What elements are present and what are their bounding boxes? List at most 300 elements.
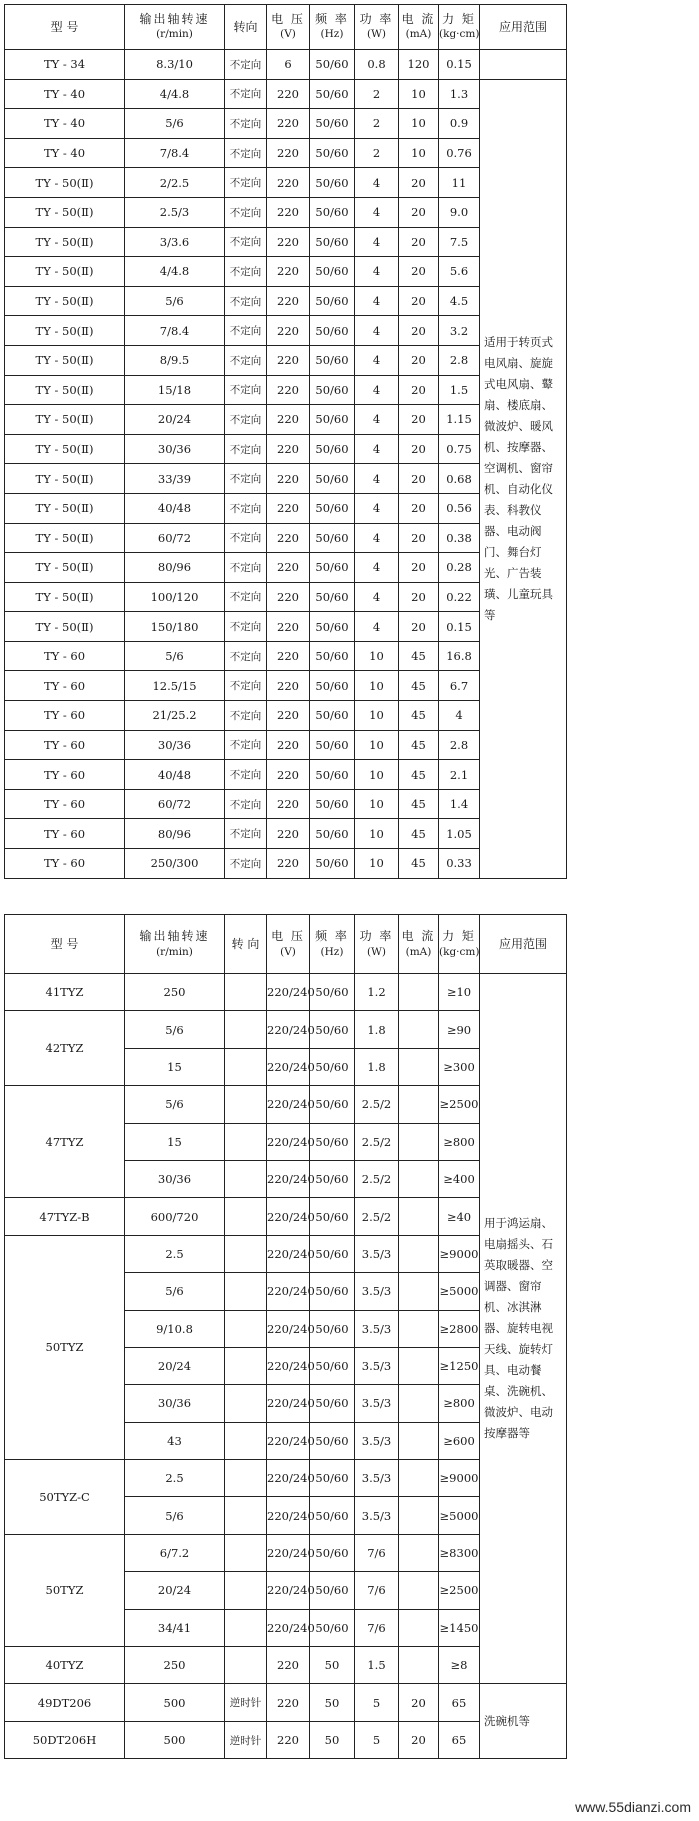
frequency-cell: 50 (310, 1721, 355, 1758)
direction-cell: 不定向 (225, 257, 267, 287)
voltage-cell: 220/240 (267, 1534, 310, 1571)
frequency-cell: 50/60 (310, 671, 355, 701)
frequency-cell: 50/60 (310, 582, 355, 612)
direction-cell (225, 1572, 267, 1609)
power-cell: 1.2 (355, 974, 399, 1011)
frequency-cell: 50 (310, 1647, 355, 1684)
speed-cell: 500 (125, 1721, 225, 1758)
voltage-cell: 220 (267, 464, 310, 494)
voltage-cell: 220 (267, 641, 310, 671)
torque-cell: 0.28 (439, 553, 480, 583)
motor-spec-table-ty (4, 4, 567, 879)
model-cell: TY - 60 (5, 671, 125, 701)
current-cell (399, 1198, 439, 1235)
speed-cell: 5/6 (125, 286, 225, 316)
model-cell: 42TYZ (5, 1011, 125, 1086)
speed-cell: 2/2.5 (125, 168, 225, 198)
model-cell: TY - 60 (5, 819, 125, 849)
frequency-cell: 50/60 (310, 493, 355, 523)
voltage-cell: 220/240 (267, 974, 310, 1011)
direction-cell: 不定向 (225, 168, 267, 198)
direction-cell: 不定向 (225, 375, 267, 405)
frequency-cell: 50/60 (310, 849, 355, 879)
frequency-cell: 50/60 (310, 50, 355, 80)
power-cell: 1.8 (355, 1048, 399, 1085)
torque-cell: 11 (439, 168, 480, 198)
power-cell: 1.8 (355, 1011, 399, 1048)
frequency-cell: 50/60 (310, 434, 355, 464)
current-cell: 20 (399, 582, 439, 612)
current-cell: 45 (399, 819, 439, 849)
header-row (5, 5, 567, 50)
voltage-cell: 220/240 (267, 1422, 310, 1459)
voltage-cell: 220/240 (267, 1609, 310, 1646)
speed-cell: 8/9.5 (125, 345, 225, 375)
torque-cell: ≥2500 (439, 1572, 480, 1609)
direction-cell (225, 1647, 267, 1684)
speed-cell: 20/24 (125, 1347, 225, 1384)
direction-cell (225, 1609, 267, 1646)
current-cell: 20 (399, 316, 439, 346)
current-cell (399, 1310, 439, 1347)
model-cell: TY - 40 (5, 109, 125, 139)
current-cell (399, 1123, 439, 1160)
power-cell: 3.5/3 (355, 1497, 399, 1534)
direction-cell (225, 1422, 267, 1459)
speed-cell: 15 (125, 1123, 225, 1160)
frequency-cell: 50/60 (310, 464, 355, 494)
current-cell (399, 1534, 439, 1571)
frequency-cell: 50/60 (310, 789, 355, 819)
torque-cell: ≥400 (439, 1160, 480, 1197)
current-cell (399, 1647, 439, 1684)
speed-cell: 12.5/15 (125, 671, 225, 701)
power-cell: 4 (355, 286, 399, 316)
power-cell: 4 (355, 375, 399, 405)
header-power: 功 率 (W) (355, 5, 399, 50)
torque-cell: 9.0 (439, 197, 480, 227)
torque-cell: 0.76 (439, 138, 480, 168)
power-cell: 2.5/2 (355, 1086, 399, 1123)
current-cell: 45 (399, 849, 439, 879)
power-cell: 4 (355, 227, 399, 257)
power-cell: 3.5/3 (355, 1422, 399, 1459)
torque-cell: 1.5 (439, 375, 480, 405)
direction-cell: 不定向 (225, 405, 267, 435)
direction-cell: 不定向 (225, 553, 267, 583)
torque-cell: ≥800 (439, 1385, 480, 1422)
frequency-cell: 50/60 (310, 523, 355, 553)
voltage-cell: 220 (267, 197, 310, 227)
current-cell (399, 1160, 439, 1197)
torque-cell: ≥8300 (439, 1534, 480, 1571)
direction-cell: 不定向 (225, 819, 267, 849)
voltage-cell: 220 (267, 1721, 310, 1758)
direction-cell: 不定向 (225, 493, 267, 523)
speed-cell: 21/25.2 (125, 701, 225, 731)
motor-spec-table-tyz (4, 914, 567, 1759)
torque-cell: 7.5 (439, 227, 480, 257)
power-cell: 5 (355, 1721, 399, 1758)
voltage-cell: 220/240 (267, 1310, 310, 1347)
direction-cell: 不定向 (225, 641, 267, 671)
torque-cell: ≥800 (439, 1123, 480, 1160)
power-cell: 4 (355, 316, 399, 346)
power-cell: 4 (355, 345, 399, 375)
torque-cell: ≥300 (439, 1048, 480, 1085)
power-cell: 4 (355, 197, 399, 227)
speed-cell: 5/6 (125, 109, 225, 139)
current-cell (399, 1273, 439, 1310)
model-cell: TY - 60 (5, 730, 125, 760)
header-power: 功 率 (W) (355, 915, 399, 974)
voltage-cell: 220/240 (267, 1198, 310, 1235)
current-cell: 20 (399, 434, 439, 464)
power-cell: 4 (355, 553, 399, 583)
model-cell: TY - 50(Ⅱ) (5, 434, 125, 464)
frequency-cell: 50/60 (310, 1123, 355, 1160)
current-cell: 45 (399, 789, 439, 819)
torque-cell: ≥40 (439, 1198, 480, 1235)
frequency-cell: 50/60 (310, 1011, 355, 1048)
power-cell: 2 (355, 138, 399, 168)
current-cell (399, 1422, 439, 1459)
current-cell: 45 (399, 701, 439, 731)
frequency-cell: 50/60 (310, 1048, 355, 1085)
current-cell (399, 1048, 439, 1085)
application-cell (480, 50, 567, 80)
model-cell: 41TYZ (5, 974, 125, 1011)
model-cell: TY - 50(Ⅱ) (5, 553, 125, 583)
voltage-cell: 220 (267, 523, 310, 553)
model-cell: TY - 40 (5, 79, 125, 109)
speed-cell: 5/6 (125, 1497, 225, 1534)
voltage-cell: 220/240 (267, 1460, 310, 1497)
power-cell: 4 (355, 168, 399, 198)
power-cell: 7/6 (355, 1534, 399, 1571)
frequency-cell: 50/60 (310, 1160, 355, 1197)
voltage-cell: 220 (267, 553, 310, 583)
speed-cell: 80/96 (125, 553, 225, 583)
model-cell: TY - 50(Ⅱ) (5, 316, 125, 346)
voltage-cell: 220 (267, 582, 310, 612)
speed-cell: 2.5 (125, 1235, 225, 1272)
header-frequency: 频 率 (Hz) (310, 5, 355, 50)
direction-cell (225, 1123, 267, 1160)
voltage-cell: 220/240 (267, 1086, 310, 1123)
current-cell: 20 (399, 464, 439, 494)
power-cell: 2 (355, 109, 399, 139)
power-cell: 10 (355, 641, 399, 671)
voltage-cell: 220 (267, 612, 310, 642)
current-cell: 20 (399, 1684, 439, 1721)
frequency-cell: 50/60 (310, 1273, 355, 1310)
header-application: 应用范围 (480, 915, 567, 974)
model-cell: 50DT206H (5, 1721, 125, 1758)
header-model: 型 号 (5, 915, 125, 974)
power-cell: 4 (355, 434, 399, 464)
direction-cell (225, 1273, 267, 1310)
speed-cell: 30/36 (125, 1385, 225, 1422)
direction-cell: 不定向 (225, 434, 267, 464)
frequency-cell: 50/60 (310, 612, 355, 642)
torque-cell: 4 (439, 701, 480, 731)
model-cell: TY - 50(Ⅱ) (5, 375, 125, 405)
header-voltage: 电 压 (V) (267, 5, 310, 50)
direction-cell (225, 1460, 267, 1497)
model-cell: 50TYZ-C (5, 1460, 125, 1535)
power-cell: 4 (355, 464, 399, 494)
torque-cell: 0.56 (439, 493, 480, 523)
torque-cell: ≥5000 (439, 1497, 480, 1534)
voltage-cell: 220 (267, 79, 310, 109)
voltage-cell: 220 (267, 286, 310, 316)
speed-cell: 100/120 (125, 582, 225, 612)
current-cell: 45 (399, 730, 439, 760)
speed-cell: 30/36 (125, 434, 225, 464)
frequency-cell: 50/60 (310, 1422, 355, 1459)
torque-cell: 0.75 (439, 434, 480, 464)
power-cell: 2.5/2 (355, 1198, 399, 1235)
voltage-cell: 220 (267, 227, 310, 257)
current-cell (399, 1235, 439, 1272)
frequency-cell: 50/60 (310, 345, 355, 375)
current-cell: 20 (399, 612, 439, 642)
header-row (5, 915, 567, 974)
current-cell: 120 (399, 50, 439, 80)
application-cell: 洗碗机等 (480, 1684, 567, 1759)
model-cell: 40TYZ (5, 1647, 125, 1684)
power-cell: 10 (355, 701, 399, 731)
current-cell (399, 974, 439, 1011)
speed-cell: 40/48 (125, 493, 225, 523)
power-cell: 10 (355, 819, 399, 849)
direction-cell (225, 974, 267, 1011)
direction-cell: 不定向 (225, 701, 267, 731)
direction-cell: 逆时针 (225, 1684, 267, 1721)
model-cell: TY - 50(Ⅱ) (5, 345, 125, 375)
speed-cell: 5/6 (125, 1086, 225, 1123)
model-cell: TY - 50(Ⅱ) (5, 493, 125, 523)
torque-cell: 3.2 (439, 316, 480, 346)
power-cell: 0.8 (355, 50, 399, 80)
speed-cell: 6/7.2 (125, 1534, 225, 1571)
direction-cell: 不定向 (225, 464, 267, 494)
frequency-cell: 50/60 (310, 1198, 355, 1235)
torque-cell: 1.05 (439, 819, 480, 849)
frequency-cell: 50/60 (310, 79, 355, 109)
current-cell: 20 (399, 257, 439, 287)
voltage-cell: 220 (267, 168, 310, 198)
torque-cell: ≥2500 (439, 1086, 480, 1123)
model-cell: TY - 50(Ⅱ) (5, 582, 125, 612)
frequency-cell: 50/60 (310, 286, 355, 316)
voltage-cell: 220 (267, 1684, 310, 1721)
power-cell: 3.5/3 (355, 1347, 399, 1384)
frequency-cell: 50/60 (310, 316, 355, 346)
frequency-cell: 50/60 (310, 168, 355, 198)
voltage-cell: 220 (267, 730, 310, 760)
direction-cell (225, 1160, 267, 1197)
model-cell: TY - 50(Ⅱ) (5, 523, 125, 553)
direction-cell: 不定向 (225, 138, 267, 168)
voltage-cell: 220 (267, 760, 310, 790)
table-row (5, 50, 567, 80)
header-direction: 转 向 (225, 915, 267, 974)
current-cell: 45 (399, 760, 439, 790)
voltage-cell: 220/240 (267, 1235, 310, 1272)
frequency-cell: 50/60 (310, 730, 355, 760)
speed-cell: 60/72 (125, 789, 225, 819)
frequency-cell: 50/60 (310, 974, 355, 1011)
voltage-cell: 220 (267, 316, 310, 346)
torque-cell: ≥1250 (439, 1347, 480, 1384)
torque-cell: 1.3 (439, 79, 480, 109)
power-cell: 4 (355, 493, 399, 523)
power-cell: 1.5 (355, 1647, 399, 1684)
frequency-cell: 50/60 (310, 138, 355, 168)
voltage-cell: 220 (267, 138, 310, 168)
model-cell: TY - 50(Ⅱ) (5, 405, 125, 435)
voltage-cell: 220/240 (267, 1123, 310, 1160)
power-cell: 4 (355, 582, 399, 612)
torque-cell: ≥1450 (439, 1609, 480, 1646)
frequency-cell: 50/60 (310, 1497, 355, 1534)
model-cell: TY - 50(Ⅱ) (5, 464, 125, 494)
direction-cell (225, 1198, 267, 1235)
voltage-cell: 6 (267, 50, 310, 80)
header-speed: 输出轴转速 (r/min) (125, 5, 225, 50)
frequency-cell: 50/60 (310, 1385, 355, 1422)
direction-cell: 不定向 (225, 523, 267, 553)
frequency-cell: 50/60 (310, 1572, 355, 1609)
current-cell (399, 1011, 439, 1048)
direction-cell (225, 1385, 267, 1422)
torque-cell: ≥90 (439, 1011, 480, 1048)
frequency-cell: 50/60 (310, 257, 355, 287)
torque-cell: 1.15 (439, 405, 480, 435)
frequency-cell: 50/60 (310, 1347, 355, 1384)
header-speed: 输出轴转速 (r/min) (125, 915, 225, 974)
header-application: 应用范围 (480, 5, 567, 50)
frequency-cell: 50/60 (310, 375, 355, 405)
voltage-cell: 220/240 (267, 1048, 310, 1085)
voltage-cell: 220 (267, 257, 310, 287)
power-cell: 4 (355, 405, 399, 435)
voltage-cell: 220 (267, 789, 310, 819)
header-torque: 力 矩 (kg·cm) (439, 5, 480, 50)
direction-cell: 不定向 (225, 671, 267, 701)
model-cell: TY - 34 (5, 50, 125, 80)
voltage-cell: 220/240 (267, 1497, 310, 1534)
torque-cell: ≥600 (439, 1422, 480, 1459)
torque-cell: 65 (439, 1721, 480, 1758)
current-cell: 20 (399, 168, 439, 198)
direction-cell: 不定向 (225, 109, 267, 139)
current-cell: 10 (399, 109, 439, 139)
direction-cell: 不定向 (225, 79, 267, 109)
torque-cell: 2.8 (439, 345, 480, 375)
power-cell: 3.5/3 (355, 1385, 399, 1422)
direction-cell: 不定向 (225, 612, 267, 642)
power-cell: 7/6 (355, 1609, 399, 1646)
header-voltage: 电 压 (V) (267, 915, 310, 974)
frequency-cell: 50/60 (310, 1460, 355, 1497)
speed-cell: 15/18 (125, 375, 225, 405)
speed-cell: 20/24 (125, 1572, 225, 1609)
torque-cell: 0.68 (439, 464, 480, 494)
direction-cell: 不定向 (225, 50, 267, 80)
frequency-cell: 50/60 (310, 819, 355, 849)
speed-cell: 7/8.4 (125, 316, 225, 346)
voltage-cell: 220/240 (267, 1385, 310, 1422)
model-cell: 49DT206 (5, 1684, 125, 1721)
current-cell (399, 1385, 439, 1422)
current-cell: 20 (399, 1721, 439, 1758)
current-cell (399, 1609, 439, 1646)
voltage-cell: 220 (267, 109, 310, 139)
torque-cell: 5.6 (439, 257, 480, 287)
power-cell: 10 (355, 789, 399, 819)
torque-cell: ≥9000 (439, 1460, 480, 1497)
speed-cell: 40/48 (125, 760, 225, 790)
header-direction: 转向 (225, 5, 267, 50)
speed-cell: 33/39 (125, 464, 225, 494)
speed-cell: 600/720 (125, 1198, 225, 1235)
table-row (5, 974, 567, 1011)
model-cell: 47TYZ-B (5, 1198, 125, 1235)
speed-cell: 250/300 (125, 849, 225, 879)
model-cell: TY - 50(Ⅱ) (5, 257, 125, 287)
voltage-cell: 220/240 (267, 1347, 310, 1384)
current-cell: 20 (399, 375, 439, 405)
torque-cell: 4.5 (439, 286, 480, 316)
current-cell: 45 (399, 671, 439, 701)
frequency-cell: 50 (310, 1684, 355, 1721)
frequency-cell: 50/60 (310, 701, 355, 731)
power-cell: 10 (355, 671, 399, 701)
torque-cell: ≥8 (439, 1647, 480, 1684)
torque-cell: 0.15 (439, 50, 480, 80)
current-cell (399, 1572, 439, 1609)
direction-cell (225, 1310, 267, 1347)
frequency-cell: 50/60 (310, 109, 355, 139)
header-current: 电 流 (mA) (399, 915, 439, 974)
speed-cell: 60/72 (125, 523, 225, 553)
voltage-cell: 220/240 (267, 1273, 310, 1310)
speed-cell: 5/6 (125, 1011, 225, 1048)
torque-cell: ≥10 (439, 974, 480, 1011)
current-cell: 20 (399, 553, 439, 583)
power-cell: 4 (355, 257, 399, 287)
torque-cell: 16.8 (439, 641, 480, 671)
speed-cell: 9/10.8 (125, 1310, 225, 1347)
model-cell: 50TYZ (5, 1235, 125, 1459)
speed-cell: 43 (125, 1422, 225, 1459)
direction-cell (225, 1534, 267, 1571)
watermark: www.55dianzi.com (575, 1799, 691, 1815)
direction-cell: 不定向 (225, 582, 267, 612)
direction-cell (225, 1235, 267, 1272)
model-cell: TY - 60 (5, 641, 125, 671)
current-cell: 20 (399, 197, 439, 227)
model-cell: TY - 60 (5, 701, 125, 731)
direction-cell (225, 1086, 267, 1123)
power-cell: 3.5/3 (355, 1310, 399, 1347)
current-cell: 45 (399, 641, 439, 671)
speed-cell: 2.5 (125, 1460, 225, 1497)
frequency-cell: 50/60 (310, 1534, 355, 1571)
